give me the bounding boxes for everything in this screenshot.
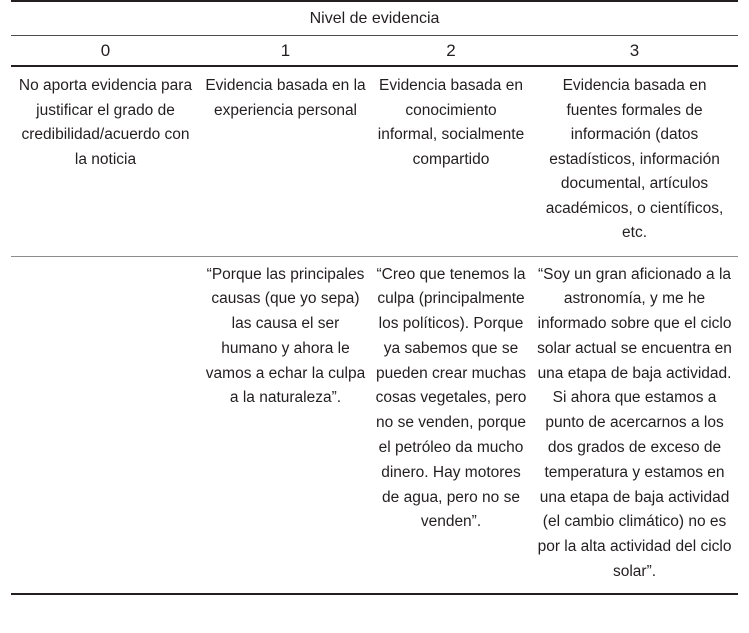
table-description-row — [11, 66, 738, 256]
level-header-3: 3 — [531, 36, 738, 67]
quote-cell-2: “Creo que tenemos la culpa (principalmente los políticos). Porque ya sabemos que se pueden crear muchas cosas vegetales, pero no se venden, porque el petróleo da mucho dinero. Hay motores de agua, pero no se venden”. — [371, 256, 531, 594]
description-cell-2: Evidencia basada en conocimiento informal, socialmente compartido — [371, 66, 531, 256]
table-title-row — [11, 1, 738, 36]
level-header-2: 2 — [371, 36, 531, 67]
description-cell-3: Evidencia basada en fuentes formales de información (datos estadísticos, información documental, artículos académicos, o científicos, etc. — [531, 66, 738, 256]
table-quote-row — [11, 256, 738, 594]
table-level-row — [11, 36, 738, 67]
description-cell-1: Evidencia basada en la experiencia personal — [200, 66, 371, 256]
quote-cell-0 — [11, 256, 200, 594]
level-header-1: 1 — [200, 36, 371, 67]
quote-cell-3: “Soy un gran aficionado a la astronomía, y me he informado sobre que el ciclo solar actual se encuentra en una etapa de baja actividad. Si ahora que estamos a punto de acercarnos a los dos grados de exceso de temperatura y estamos en una etapa de baja actividad (el cambio climático) no es por la alta actividad del ciclo solar”. — [531, 256, 738, 594]
level-header-0: 0 — [11, 36, 200, 67]
description-cell-0: No aporta evidencia para justificar el grado de credibilidad/acuerdo con la noticia — [11, 66, 200, 256]
evidence-level-table — [11, 0, 738, 595]
quote-cell-1: “Porque las principales causas (que yo sepa) las causa el ser humano y ahora le vamos a echar la culpa a la naturaleza”. — [200, 256, 371, 594]
table-title: Nivel de evidencia — [11, 1, 738, 36]
